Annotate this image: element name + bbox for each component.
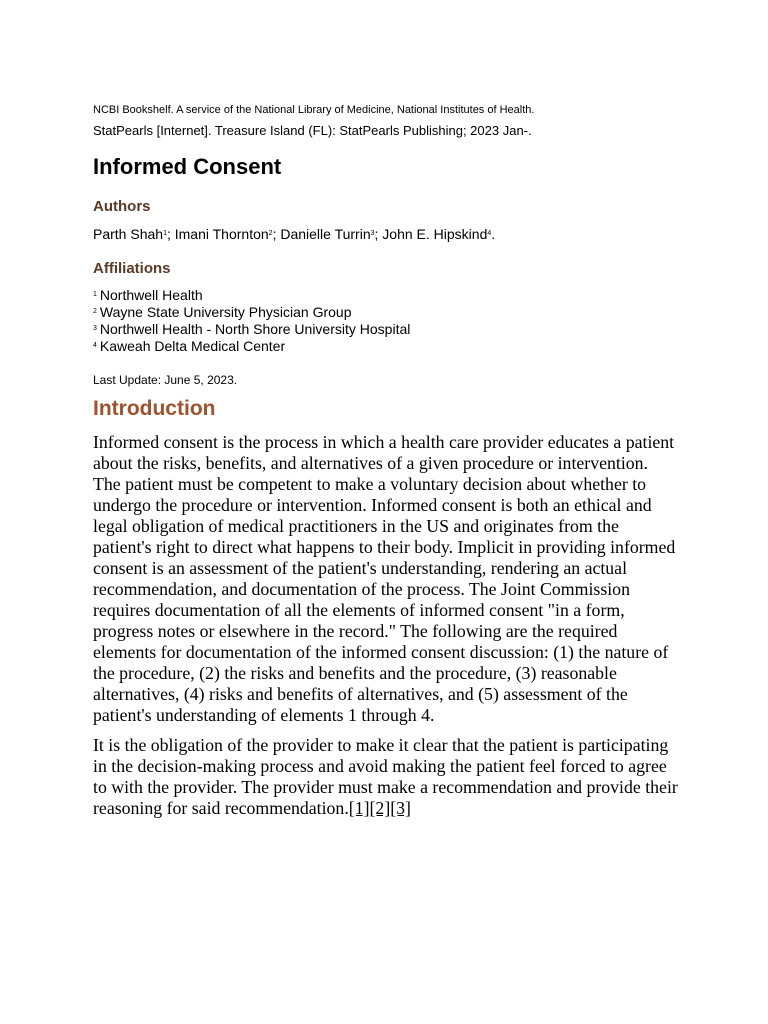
affiliation-text: Kaweah Delta Medical Center	[99, 338, 286, 354]
affiliation-text: Northwell Health	[99, 287, 203, 303]
affiliation-text: Northwell Health - North Shore University Hospital	[99, 321, 411, 337]
authors-list	[93, 225, 678, 243]
affiliation-item	[93, 287, 678, 304]
affiliations-heading: Affiliations	[93, 260, 171, 277]
last-update: Last Update: June 5, 2023.	[93, 373, 238, 387]
author-name: Imani Thornton	[174, 226, 269, 242]
affiliation-number: 2	[93, 308, 97, 315]
affiliation-number: 3	[93, 325, 97, 332]
introduction-paragraph-1: Informed consent is the process in which a health care provider educates a patient about the risks, benefits, and alternatives of a given procedure or intervention. The patient must be competent to make a voluntary decision about whether to undergo the procedure or intervention. Informed consent is both an ethical and legal obligation of medical practitioners in the US and originates from the patient's right to direct what happens to their body. Implicit in providing informed consent is an assessment of the patient's understanding, rendering an actual recommendation, and documentation of the process. The Joint Commission requires documentation of all the elements of informed consent "in a form, progress notes or elsewhere in the record." The following are the required elements for documentation of the informed consent discussion: (1) the nature of the procedure, (2) the risks and benefits and the procedure, (3) reasonable alternatives, (4) risks and benefits of alternatives, and (5) assessment of the patient's understanding of elements 1 through 4.	[93, 432, 676, 725]
author-separator: ;	[166, 226, 175, 242]
author-name: Parth Shah	[93, 226, 164, 242]
affiliation-item	[93, 304, 678, 321]
reference-link-3[interactable]: [3]	[390, 798, 411, 818]
author-affiliation-number: 2	[268, 230, 273, 237]
reference-link-2[interactable]: [2]	[369, 798, 391, 818]
page-title: Informed Consent	[93, 154, 282, 179]
authors-heading: Authors	[93, 198, 151, 215]
affiliation-item	[93, 321, 678, 338]
author-name: John E. Hipskind	[382, 226, 488, 242]
introduction-paragraph-2	[93, 735, 678, 819]
bookshelf-note: NCBI Bookshelf. A service of the National Library of Medicine, National Institutes of Health.	[93, 104, 535, 116]
author-separator: ;	[272, 226, 281, 242]
affiliation-number: 1	[93, 291, 97, 298]
author-separator: .	[491, 226, 496, 242]
affiliation-item	[93, 338, 678, 355]
affiliation-number: 4	[93, 342, 97, 349]
author-separator: ;	[374, 226, 383, 242]
affiliations-list	[93, 287, 678, 355]
book-citation: StatPearls [Internet]. Treasure Island (FL): StatPearls Publishing; 2023 Jan-.	[93, 123, 532, 138]
document-page	[93, 103, 678, 819]
paragraph-2-text: It is the obligation of the provider to make it clear that the patient is participating in the decision-making process and avoid making the patient feel forced to agree to with the provider. The provider must make a recommendation and provide their reasoning for said recommendation.	[93, 735, 678, 818]
introduction-heading: Introduction	[93, 397, 216, 420]
author-name: Danielle Turrin	[280, 226, 371, 242]
author-affiliation-number: 1	[163, 230, 167, 237]
author-affiliation-number: 4	[487, 230, 492, 237]
author-affiliation-number: 3	[370, 230, 375, 237]
affiliation-text: Wayne State University Physician Group	[99, 304, 352, 320]
reference-link-1[interactable]: [1]	[348, 798, 370, 818]
